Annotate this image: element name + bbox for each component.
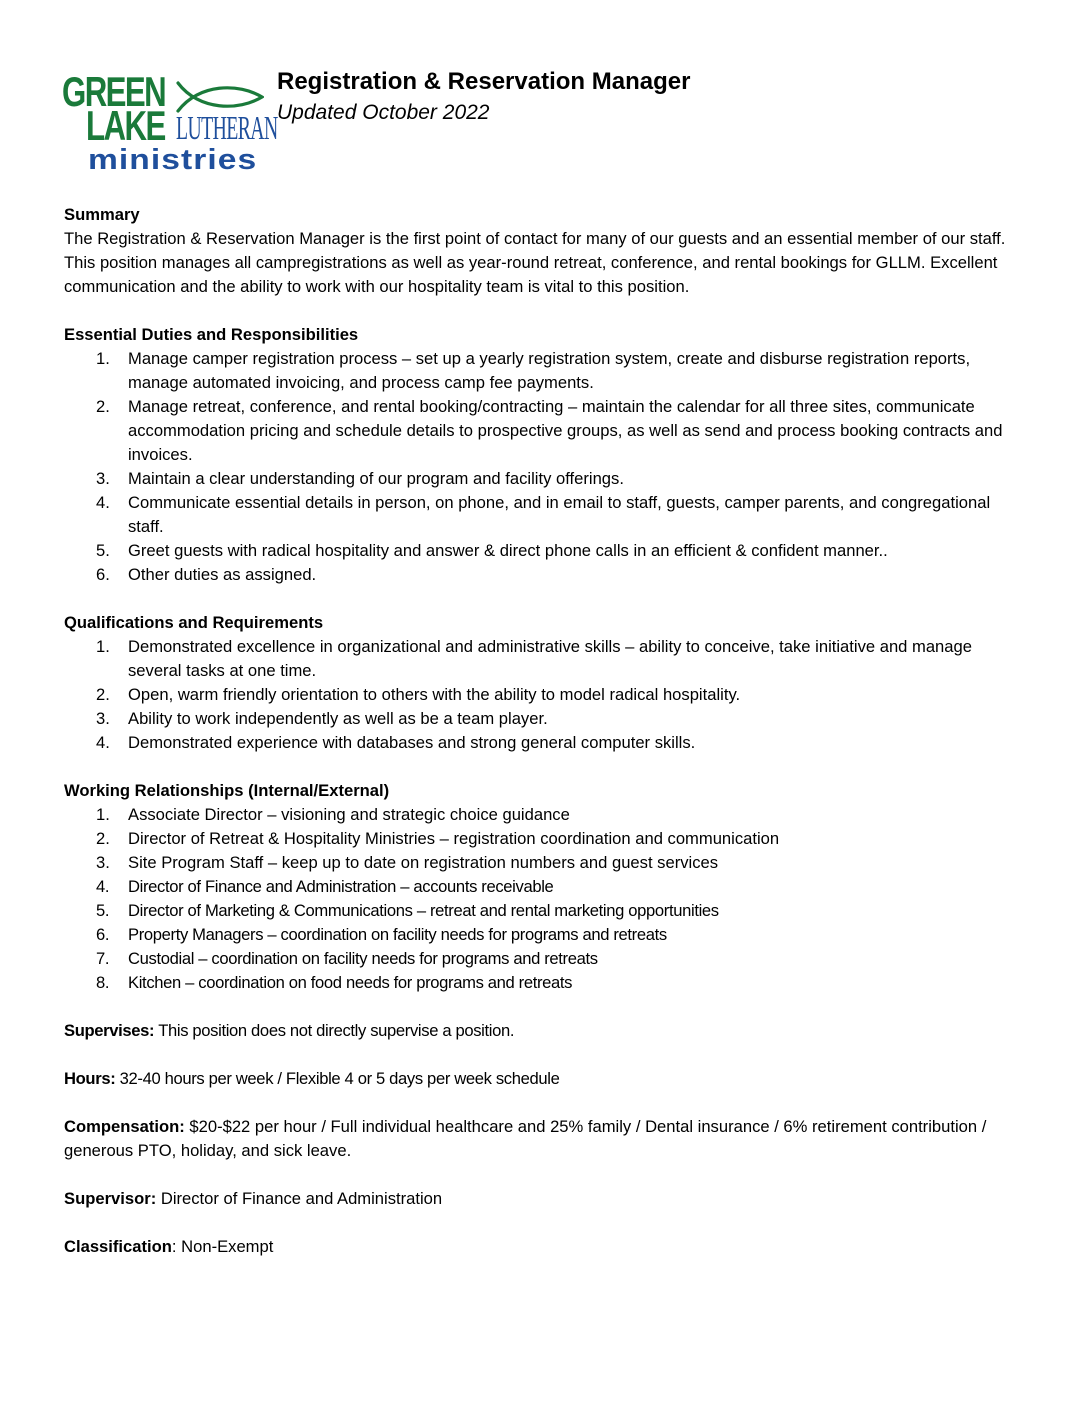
list-item: 2. Manage retreat, conference, and rental booking/contracting – maintain the calendar for all three sites, communicate accommodation pricing and schedule details to prospective groups, as well as send and process booking contracts and invoices. xyxy=(96,397,1003,464)
list-item: 5. Greet guests with radical hospitality and answer & direct phone calls in an efficient & confident manner.. xyxy=(96,541,888,560)
logo-text-lutheran: LUTHERAN xyxy=(176,110,278,147)
list-item: 1. Demonstrated excellence in organizational and administrative skills – ability to conceive, take initiative and manage several tasks at one time. xyxy=(96,637,972,680)
summary-heading: Summary xyxy=(64,205,140,224)
duties-heading: Essential Duties and Responsibilities xyxy=(64,325,359,344)
list-item: 2. Open, warm friendly orientation to others with the ability to model radical hospitality. xyxy=(96,685,741,704)
relationships-list xyxy=(64,803,1024,995)
page-title: Registration & Reservation Manager xyxy=(277,68,691,95)
green-lake-lutheran-ministries-logo xyxy=(62,69,278,181)
list-item: 8. Kitchen – coordination on food needs for programs and retreats xyxy=(96,973,573,992)
list-item: 5. Director of Marketing & Communications – retreat and rental marketing opportunities xyxy=(96,901,719,920)
logo-text-lake: LAKE xyxy=(86,103,165,150)
list-item: 4. Demonstrated experience with databases and strong general computer skills. xyxy=(96,733,696,752)
list-item: 3. Maintain a clear understanding of our program and facility offerings. xyxy=(96,469,624,488)
list-item: 1. Manage camper registration process – set up a yearly registration system, create and disburse registration reports, manage automated invoicing, and process camp fee payments. xyxy=(96,349,971,392)
duties-list xyxy=(64,347,1024,587)
qualifications-heading: Qualifications and Requirements xyxy=(64,613,324,632)
supervises-line: Supervises: This position does not directly supervise a position. xyxy=(64,1021,515,1040)
list-item: 6. Property Managers – coordination on facility needs for programs and retreats xyxy=(96,925,667,944)
hours-line: Hours: 32-40 hours per week / Flexible 4 or 5 days per week schedule xyxy=(64,1069,560,1088)
summary-text: The Registration & Reservation Manager is the first point of contact for many of our guests and an essential member of our staff. This position manages all campregistrations as well as year-round retreat, conference, and rental bookings for GLLM. Excellent communication and the ability to work with our hospitality team is vital to this position. xyxy=(64,229,1006,296)
classification-line: Classification: Non-Exempt xyxy=(64,1237,274,1256)
supervisor-line: Supervisor: Director of Finance and Administration xyxy=(64,1189,443,1208)
compensation-line: Compensation: $20-$22 per hour / Full individual healthcare and 25% family / Dental insurance / 6% retirement contribution / generous PTO, holiday, and sick leave. xyxy=(64,1117,987,1160)
list-item: 3. Ability to work independently as well as be a team player. xyxy=(96,709,548,728)
logo-text-ministries: ministries xyxy=(88,143,258,176)
list-item: 6. Other duties as assigned. xyxy=(96,565,317,584)
list-item: 2. Director of Retreat & Hospitality Ministries – registration coordination and communication xyxy=(96,829,780,848)
list-item: 1. Associate Director – visioning and strategic choice guidance xyxy=(96,805,570,824)
list-item: 7. Custodial – coordination on facility needs for programs and retreats xyxy=(96,949,598,968)
updated-date: Updated October 2022 xyxy=(277,101,490,124)
document-body xyxy=(64,203,1024,1259)
relationships-heading: Working Relationships (Internal/External) xyxy=(64,781,390,800)
logo-text-green: GREEN xyxy=(62,69,166,116)
list-item: 4. Communicate essential details in person, on phone, and in email to staff, guests, camper parents, and congregational staff. xyxy=(96,493,991,536)
qualifications-list xyxy=(64,635,1024,755)
list-item: 3. Site Program Staff – keep up to date on registration numbers and guest services xyxy=(96,853,719,872)
list-item: 4. Director of Finance and Administration – accounts receivable xyxy=(96,877,554,896)
